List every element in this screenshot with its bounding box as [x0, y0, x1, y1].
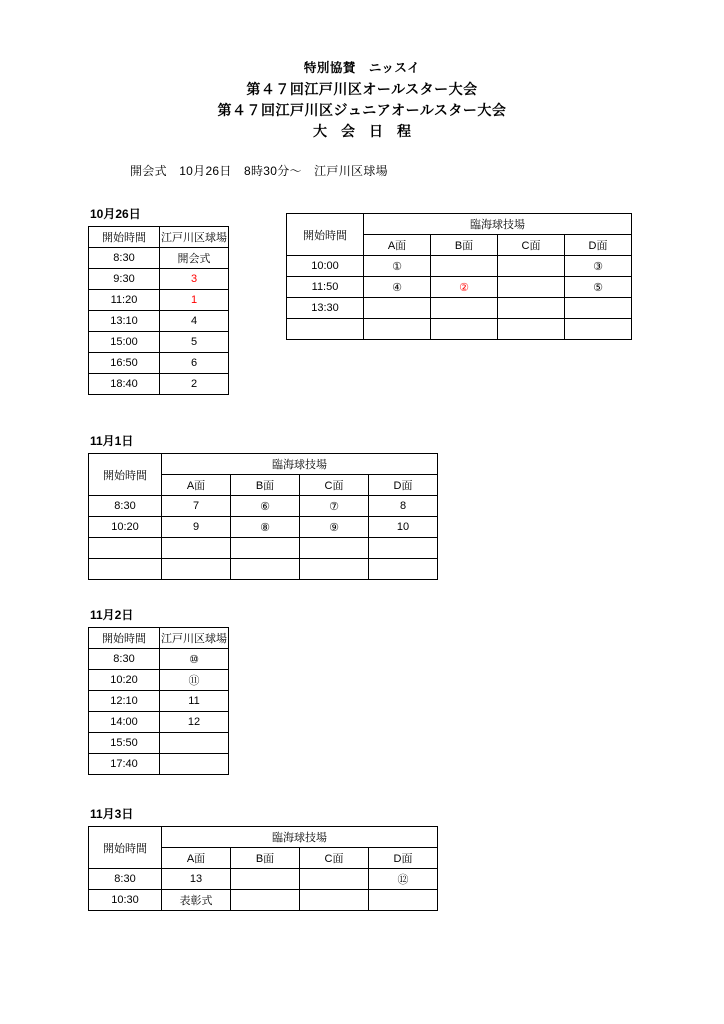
cell-time [89, 538, 162, 559]
cell-time: 10:30 [89, 890, 162, 911]
table-row [89, 733, 229, 754]
cell-game: 3 [160, 269, 229, 290]
cell-field-d: 10 [369, 517, 438, 538]
header-field-c: C面 [300, 475, 369, 496]
title-schedule: 大会日程 [313, 123, 425, 139]
cell-game: 5 [160, 332, 229, 353]
cell-field-c [498, 256, 565, 277]
cell-time [89, 559, 162, 580]
cell-field-d [565, 319, 632, 340]
cell-field-c [300, 869, 369, 890]
cell-field-a: 9 [162, 517, 231, 538]
cell-field-d: 8 [369, 496, 438, 517]
header-venue-rinkai: 臨海球技場 [162, 827, 438, 848]
cell-time [287, 319, 364, 340]
table-row [89, 374, 229, 395]
cell-time: 11:50 [287, 277, 364, 298]
cell-time: 8:30 [89, 649, 160, 670]
cell-game: ⑪ [160, 670, 229, 691]
header-start-time: 開始時間 [89, 827, 162, 869]
cell-field-d [369, 538, 438, 559]
table-row [89, 670, 229, 691]
section-nov1 [88, 432, 438, 580]
header-start-time: 開始時間 [89, 227, 160, 248]
cell-field-a [162, 538, 231, 559]
table-row [89, 269, 229, 290]
table-row [89, 649, 229, 670]
table-oct26-edogawa [88, 226, 229, 395]
cell-field-b [231, 559, 300, 580]
table-row [287, 256, 632, 277]
cell-game: 11 [160, 691, 229, 712]
header-start-time: 開始時間 [89, 628, 160, 649]
cell-time: 8:30 [89, 869, 162, 890]
header-venue: 江戸川区球場 [160, 628, 229, 649]
header-venue-rinkai: 臨海球技場 [364, 214, 632, 235]
cell-field-c: ⑨ [300, 517, 369, 538]
cell-field-d: ⑤ [565, 277, 632, 298]
cell-field-c [300, 890, 369, 911]
table-header-row [89, 454, 438, 475]
cell-time: 18:40 [89, 374, 160, 395]
cell-field-a: ① [364, 256, 431, 277]
cell-field-c [300, 538, 369, 559]
table-row [89, 496, 438, 517]
cell-field-c: ⑦ [300, 496, 369, 517]
header-field-d: D面 [369, 848, 438, 869]
cell-time: 15:00 [89, 332, 160, 353]
cell-field-b: ⑥ [231, 496, 300, 517]
cell-field-b: ② [431, 277, 498, 298]
table-header-row [89, 827, 438, 848]
date-label-nov3: 11月3日 [90, 807, 134, 821]
cell-field-b [231, 538, 300, 559]
cell-game: 2 [160, 374, 229, 395]
table-row [89, 559, 438, 580]
header-field-a: A面 [162, 475, 231, 496]
cell-time: 13:10 [89, 311, 160, 332]
cell-time: 17:40 [89, 754, 160, 775]
cell-field-c [498, 298, 565, 319]
table-row [89, 869, 438, 890]
cell-game: 12 [160, 712, 229, 733]
cell-time: 11:20 [89, 290, 160, 311]
cell-field-a [162, 559, 231, 580]
cell-time: 10:20 [89, 517, 162, 538]
table-row [89, 712, 229, 733]
table-row [287, 277, 632, 298]
header-venue: 江戸川区球場 [160, 227, 229, 248]
table-nov1-rinkai [88, 453, 438, 580]
header-field-b: B面 [231, 475, 300, 496]
cell-game: ⑩ [160, 649, 229, 670]
section-nov2 [88, 606, 229, 775]
header-field-a: A面 [162, 848, 231, 869]
header-start-time: 開始時間 [89, 454, 162, 496]
table-row [89, 890, 438, 911]
cell-game [160, 733, 229, 754]
title-junior: 第４７回江戸川区ジュニアオールスター大会 [217, 102, 507, 118]
cell-time: 8:30 [89, 248, 160, 269]
table-row [89, 538, 438, 559]
opening-ceremony-note: 開会式 10月26日 8時30分～ 江戸川区球場 [130, 164, 388, 178]
cell-time: 9:30 [89, 269, 160, 290]
table-row [89, 517, 438, 538]
cell-field-a [364, 298, 431, 319]
cell-time: 16:50 [89, 353, 160, 374]
cell-field-b [431, 256, 498, 277]
cell-game: 4 [160, 311, 229, 332]
cell-field-d [565, 298, 632, 319]
table-row [89, 353, 229, 374]
table-nov2-edogawa [88, 627, 229, 775]
title-main: 第４７回江戸川区オールスター大会 [246, 81, 478, 97]
table-oct26-rinkai [286, 213, 632, 340]
cell-field-d: ⑫ [369, 869, 438, 890]
header-start-time: 開始時間 [287, 214, 364, 256]
cell-field-b [431, 298, 498, 319]
section-oct26-rinkai [286, 213, 632, 340]
cell-field-a [364, 319, 431, 340]
cell-time: 8:30 [89, 496, 162, 517]
table-row [89, 332, 229, 353]
cell-time: 14:00 [89, 712, 160, 733]
section-nov3 [88, 805, 438, 911]
header-field-b: B面 [431, 235, 498, 256]
header-field-d: D面 [565, 235, 632, 256]
table-row [89, 311, 229, 332]
cell-field-b [231, 890, 300, 911]
cell-field-c [300, 559, 369, 580]
cell-game: 1 [160, 290, 229, 311]
header-field-c: C面 [300, 848, 369, 869]
cell-field-a: 7 [162, 496, 231, 517]
cell-field-c [498, 277, 565, 298]
header-venue-rinkai: 臨海球技場 [162, 454, 438, 475]
table-nov3-rinkai [88, 826, 438, 911]
cell-field-b [431, 319, 498, 340]
cell-field-c [498, 319, 565, 340]
header-field-a: A面 [364, 235, 431, 256]
cell-time: 12:10 [89, 691, 160, 712]
cell-game [160, 754, 229, 775]
header-field-d: D面 [369, 475, 438, 496]
date-label-oct26: 10月26日 [90, 207, 141, 221]
cell-time: 15:50 [89, 733, 160, 754]
header-field-b: B面 [231, 848, 300, 869]
cell-field-d [369, 890, 438, 911]
table-row [89, 691, 229, 712]
cell-time: 10:00 [287, 256, 364, 277]
cell-field-b [231, 869, 300, 890]
cell-field-d [369, 559, 438, 580]
table-row [287, 298, 632, 319]
cell-time: 10:20 [89, 670, 160, 691]
header-field-c: C面 [498, 235, 565, 256]
table-row [89, 248, 229, 269]
table-row [89, 290, 229, 311]
cell-field-a: ④ [364, 277, 431, 298]
cell-field-d: ③ [565, 256, 632, 277]
date-label-nov2: 11月2日 [90, 608, 134, 622]
table-header-row [89, 227, 229, 248]
cell-time: 13:30 [287, 298, 364, 319]
section-oct26 [88, 205, 229, 395]
cell-field-b: ⑧ [231, 517, 300, 538]
table-header-row [287, 214, 632, 235]
cell-field-a: 13 [162, 869, 231, 890]
table-row [89, 754, 229, 775]
table-header-row [89, 628, 229, 649]
cell-game: 6 [160, 353, 229, 374]
date-label-nov1: 11月1日 [90, 434, 134, 448]
cell-field-a: 表彰式 [162, 890, 231, 911]
title-block [0, 58, 724, 142]
table-row [287, 319, 632, 340]
cell-game: 開会式 [160, 248, 229, 269]
title-sponsor: 特別協賛 ニッスイ [303, 61, 421, 75]
